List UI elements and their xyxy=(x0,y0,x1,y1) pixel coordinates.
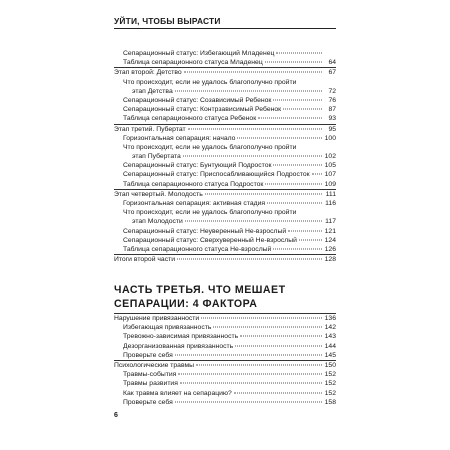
toc-subentry xyxy=(114,143,336,152)
toc-dot-leader xyxy=(201,318,322,319)
toc-dot-leader xyxy=(213,327,322,328)
toc-dot-leader xyxy=(180,383,322,384)
toc-dot-leader xyxy=(188,128,322,129)
toc-page-number: 102 xyxy=(324,153,336,161)
toc-page-number: 117 xyxy=(325,218,336,226)
toc-dot-leader xyxy=(237,137,322,138)
toc-subentry xyxy=(114,199,336,208)
toc-dot-leader xyxy=(240,336,322,337)
toc-entry-title: Сепарационный статус: Контрзависимый Ребенок xyxy=(123,106,282,114)
toc-page-number: 152 xyxy=(324,371,336,379)
toc-entry-title: Нарушение привязанности xyxy=(114,315,200,322)
toc-subentry xyxy=(114,170,336,179)
toc-page-number: 128 xyxy=(324,256,336,264)
toc-subentry xyxy=(114,114,336,123)
toc-section-entry xyxy=(114,254,336,264)
toc-page-number: 142 xyxy=(324,324,336,332)
toc-subentry xyxy=(114,134,336,143)
toc-subentry xyxy=(114,152,336,161)
toc-entry-title: Сепарационный статус: Бунтующий Подросток xyxy=(123,162,272,170)
toc-subentry xyxy=(114,208,336,217)
toc-subentry xyxy=(114,351,336,360)
toc-entry-title: Горизонтальная сепарация: начало xyxy=(123,134,236,142)
toc-dot-leader xyxy=(265,183,322,184)
toc-dot-leader xyxy=(312,174,322,175)
toc-subentry xyxy=(114,87,336,96)
toc-entry-title: Сепарационный статус: Приспосабливающийся Подросток xyxy=(123,171,310,179)
toc-dot-leader xyxy=(273,248,322,249)
toc-entry-title: Дезорганизованная привязанность xyxy=(123,342,234,350)
toc-dot-leader xyxy=(234,392,322,393)
toc-dot-leader xyxy=(273,99,322,100)
toc-page-number: 158 xyxy=(324,398,336,406)
toc-entry-title: Горизонтальная сепарация: активная стадия xyxy=(123,200,266,207)
toc-entry-title: этап Детства xyxy=(132,87,173,95)
toc-subentry xyxy=(114,78,336,87)
toc-subentry xyxy=(114,379,336,388)
part-three-title: ЧАСТЬ ТРЕТЬЯ. ЧТО МЕШАЕТ СЕПАРАЦИИ: 4 ФАКТОРА xyxy=(114,284,286,310)
toc-dot-leader xyxy=(183,156,322,157)
toc-dot-leader xyxy=(175,401,322,402)
toc-dot-leader xyxy=(205,193,322,194)
toc-page-number: 144 xyxy=(324,342,336,350)
toc-entry-title: Таблица сепарационного статуса Ребенок xyxy=(123,115,257,123)
toc-entry-title: Сепарационный статус: Неуверенный Не-взрослый xyxy=(123,227,287,235)
toc-dot-leader xyxy=(283,109,322,110)
toc-page-number: 152 xyxy=(324,389,336,397)
toc-dot-leader xyxy=(177,259,322,260)
page-number: 6 xyxy=(114,412,118,419)
toc-entry-title: этап Пубертата xyxy=(132,153,181,161)
toc-subentry xyxy=(114,49,336,58)
toc-page-number: 150 xyxy=(324,361,336,369)
toc-page-number: 100 xyxy=(324,134,336,142)
toc-subentry xyxy=(114,370,336,379)
toc-subentry xyxy=(114,332,336,341)
toc-entry-title: Сепарационный статус: Созависимый Ребенок xyxy=(123,96,272,104)
toc-page-number: 87 xyxy=(328,106,336,114)
toc-entry-title: Что происходит, если не удалось благополучно пройти xyxy=(123,209,297,217)
toc-section-entry xyxy=(114,360,336,370)
toc-subentry xyxy=(114,227,336,236)
toc-dot-leader xyxy=(184,72,322,73)
toc-section-entry xyxy=(114,67,336,77)
toc-entry-title: Проверьте себя xyxy=(123,351,173,359)
toc-subentry xyxy=(114,58,336,67)
toc-entry-title: Этап третий. Пубертат xyxy=(114,125,186,133)
toc-page-number: 107 xyxy=(324,171,336,179)
toc-page-number: 76 xyxy=(328,96,336,104)
toc-page-number: 143 xyxy=(324,333,336,341)
toc-entry-title: Как травма влияет на сепарацию? xyxy=(123,389,232,397)
toc-entry-title: Психологические травмы xyxy=(114,361,195,369)
toc-page-number: 105 xyxy=(324,162,336,170)
toc-subentry xyxy=(114,180,336,189)
toc-page-number: 95 xyxy=(328,125,336,133)
toc-dot-leader xyxy=(267,203,322,204)
toc-dot-leader xyxy=(288,230,322,231)
toc-entry-title: Избегающая привязанность xyxy=(123,324,212,332)
toc-dot-leader xyxy=(299,239,322,240)
toc-entry-title: этап Молодости xyxy=(132,218,183,226)
toc-entry-title: Сепарационный статус: Сверхуверенный Не-взрослый xyxy=(123,236,297,244)
toc-section-entry xyxy=(114,189,336,199)
toc-dot-leader xyxy=(265,62,322,63)
toc-page-number: 136 xyxy=(324,315,336,322)
toc-subentry xyxy=(114,245,336,254)
toc-subentry xyxy=(114,323,336,332)
toc-dot-leader xyxy=(276,53,322,54)
toc-subentry xyxy=(114,96,336,105)
toc-block-part-two xyxy=(114,49,336,264)
toc-entry-title: Итоги второй части xyxy=(114,256,176,264)
toc-section-entry xyxy=(114,124,336,134)
toc-block-part-three xyxy=(114,313,336,407)
toc-dot-leader xyxy=(175,90,322,91)
toc-page-number: 109 xyxy=(324,180,336,188)
toc-page-number: 93 xyxy=(328,115,336,123)
toc-subentry xyxy=(114,389,336,398)
toc-dot-leader xyxy=(273,165,322,166)
toc-entry-title: Таблица сепарационного статуса Подросток xyxy=(123,180,264,188)
toc-entry-title: Проверьте себя xyxy=(123,398,173,406)
toc-page-number: 67 xyxy=(328,69,336,77)
toc-page-number: 152 xyxy=(324,380,336,388)
toc-page-number: 121 xyxy=(324,227,336,235)
toc-dot-leader xyxy=(178,374,322,375)
toc-page-number: 124 xyxy=(324,236,336,244)
toc-entry-title: Этап второй: Детство xyxy=(114,69,182,77)
toc-page-number: 145 xyxy=(324,351,336,359)
toc-subentry xyxy=(114,161,336,170)
toc-subentry xyxy=(114,398,336,407)
toc-entry-title: Травмы-события xyxy=(123,371,177,379)
toc-dot-leader xyxy=(235,345,322,346)
toc-page-number: 64 xyxy=(328,59,336,67)
toc-dot-leader xyxy=(185,221,322,222)
toc-section-entry xyxy=(114,313,336,323)
toc-entry-title: Тревожно-зависимая привязанность xyxy=(123,333,239,341)
toc-entry-title: Что происходит, если не удалось благополучно пройти xyxy=(123,78,297,86)
toc-subentry xyxy=(114,236,336,245)
toc-entry-title: Таблица сепарационного статуса Не-взрослый xyxy=(123,245,272,253)
toc-entry-title: Таблица сепарационного статуса Младенец xyxy=(123,59,263,67)
toc-entry-title: Этап четвертый. Молодость xyxy=(114,190,203,198)
toc-page-number: 72 xyxy=(328,87,336,95)
toc-entry-title: Травмы развития xyxy=(123,380,178,388)
toc-entry-title: Сепарационный статус: Избегающий Младенец xyxy=(123,50,275,57)
toc-subentry xyxy=(114,105,336,114)
toc-page-number: 111 xyxy=(325,190,336,198)
running-head: УЙТИ, ЧТОБЫ ВЫРАСТИ xyxy=(114,16,221,26)
toc-subentry xyxy=(114,217,336,226)
toc-dot-leader xyxy=(175,354,322,355)
toc-dot-leader xyxy=(258,118,322,119)
toc-page-number: 116 xyxy=(325,200,336,207)
header-rule xyxy=(114,28,336,29)
toc-dot-leader xyxy=(196,364,322,365)
toc-subentry xyxy=(114,342,336,351)
toc-page-number: 126 xyxy=(324,245,336,253)
toc-entry-title: Что происходит, если не удалось благополучно пройти xyxy=(123,143,297,151)
